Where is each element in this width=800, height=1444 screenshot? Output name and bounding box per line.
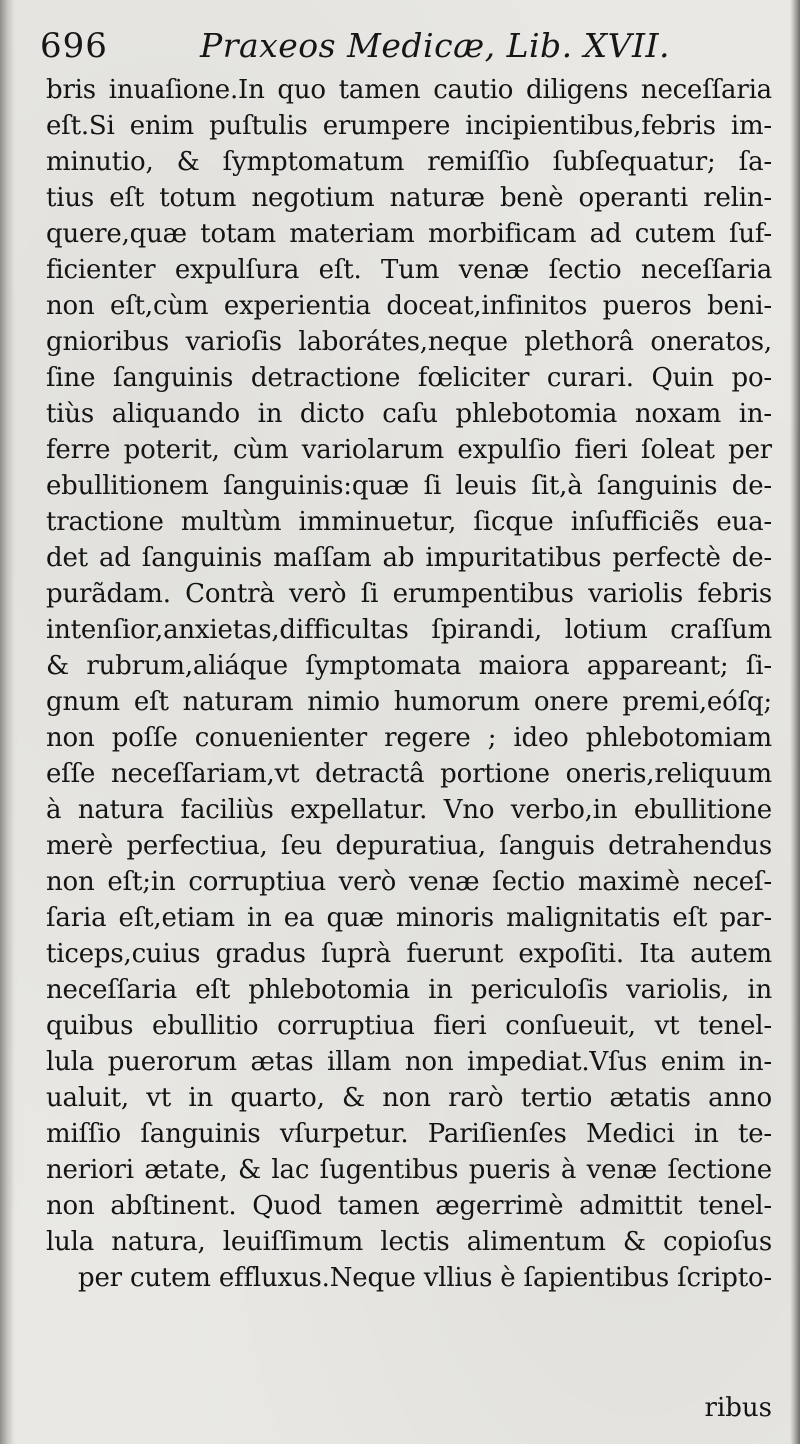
text-line: gnioribus varioſis laborátes,neque plethorâ oneratos, (46, 327, 772, 357)
text-line: lula puerorum ætas illam non impediat.Vſus enim in- (46, 1047, 772, 1077)
text-line: ticeps,cuius gradus ſuprà fuerunt expoſiti. Ita autem (46, 939, 772, 969)
text-line: miſſio ſanguinis vſurpetur. Pariſienſes Medici in te- (46, 1119, 772, 1149)
text-line: quibus ebullitio corruptiua fieri conſueuit, vt tenel- (46, 1011, 772, 1041)
text-line: neceſſaria eſt phlebotomia in periculoſis variolis, in (46, 975, 772, 1005)
body-text (46, 72, 772, 1296)
running-head (40, 20, 780, 70)
text-line: eſt.Si enim puſtulis erumpere incipientibus,febris im- (46, 111, 772, 141)
text-line: minutio, & ſymptomatum remiſſio ſubſequatur; ſa- (46, 147, 772, 177)
text-line: ferre poterit, cùm variolarum expulſio fieri ſoleat per (46, 435, 772, 465)
running-title: Praxeos Medicæ, Lib. XVII. (200, 26, 671, 65)
text-line: non poſſe conuenienter regere ; ideo phlebotomiam (46, 723, 772, 753)
text-line: ſaria eſt,etiam in ea quæ minoris malignitatis eſt par- (46, 903, 772, 933)
text-line: ualuit, vt in quarto, & non rarò tertio ætatis anno (46, 1083, 772, 1113)
text-line: eſſe neceſſariam,vt detractâ portione oneris,reliquum (46, 759, 772, 789)
text-line: ebullitionem ſanguinis:quæ ſi leuis ſit,à ſanguinis de- (46, 471, 772, 501)
text-line: non eſt,cùm experientia doceat,infinitos pueros beni- (46, 291, 772, 321)
text-line: tiùs aliquando in dicto caſu phlebotomia noxam in- (46, 399, 772, 429)
text-line: tractione multùm imminuetur, ſicque inſufficiẽs eua- (46, 507, 772, 537)
text-line: non eſt;in corruptiua verò venæ ſectio maximè neceſ- (46, 867, 772, 897)
text-line: neriori ætate, & lac ſugentibus pueris à venæ ſectione (46, 1155, 772, 1185)
text-line: bris inuaſione.In quo tamen cautio diligens neceſſaria (46, 75, 772, 105)
text-line: tius eſt totum negotium naturæ benè operanti relin- (46, 183, 772, 213)
page-gutter-shadow (0, 0, 14, 1444)
page-edge-shadow (790, 0, 800, 1444)
text-line: & rubrum,aliáque ſymptomata maiora appareant; ſi- (46, 651, 772, 681)
text-line: ſine ſanguinis detractione fœliciter curari. Quin po- (46, 363, 772, 393)
text-line: à natura faciliùs expellatur. Vno verbo,in ebullitione (46, 795, 772, 825)
catchword: ribus (704, 1393, 772, 1423)
text-line: lula natura, leuiſſimum lectis alimentum & copioſus (46, 1227, 772, 1257)
text-line: ficienter expulſura eſt. Tum venæ ſectio neceſſaria (46, 255, 772, 285)
text-line: intenſior,anxietas,difficultas ſpirandi, lotium craſſum (46, 615, 772, 645)
text-line: per cutem effluxus.Neque vllius è ſapientibus ſcripto- (78, 1263, 772, 1293)
page-number: 696 (40, 26, 108, 66)
text-line: gnum eſt naturam nimio humorum onere premi,eóſq; (46, 687, 772, 717)
text-line: purãdam. Contrà verò ſi erumpentibus variolis febris (46, 579, 772, 609)
text-line: det ad ſanguinis maſſam ab impuritatibus perfectè de- (46, 543, 772, 573)
text-line: non abſtinent. Quod tamen ægerrimè admittit tenel- (46, 1191, 772, 1221)
text-line: merè perfectiua, ſeu depuratiua, ſanguis detrahendus (46, 831, 772, 861)
text-line: quere,quæ totam materiam morbificam ad cutem ſuf- (46, 219, 772, 249)
